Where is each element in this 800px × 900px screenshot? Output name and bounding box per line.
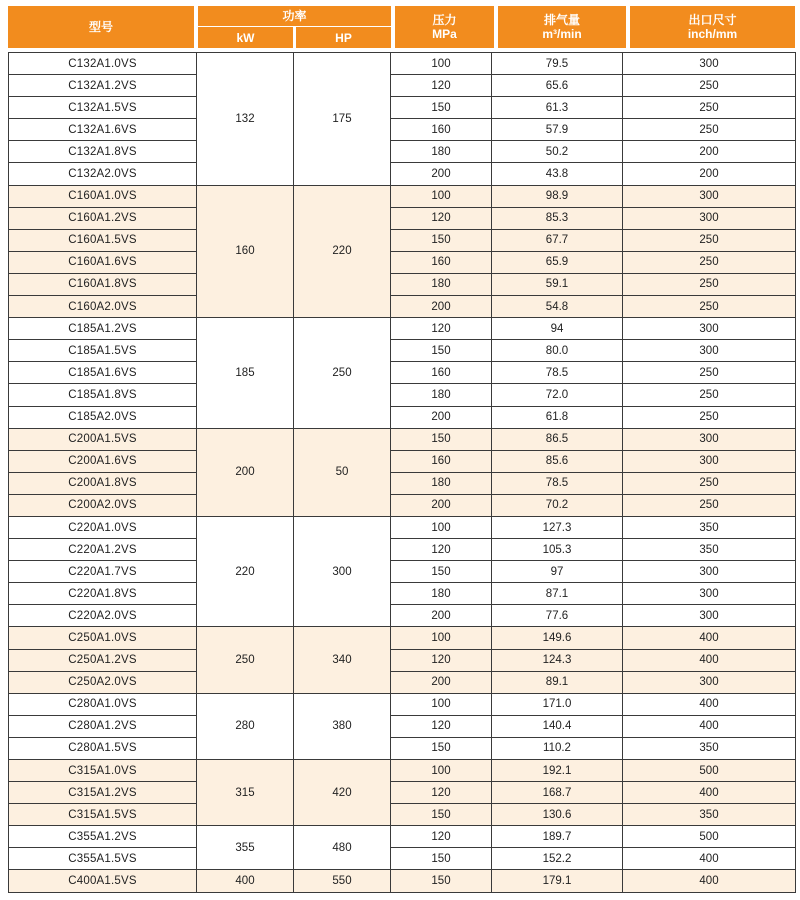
table-row [9, 251, 796, 273]
table-row [9, 737, 796, 759]
table-row [9, 804, 796, 826]
model-cell: C355A1.5VS [9, 848, 197, 870]
outlet-cell: 300 [623, 318, 796, 340]
table-row [9, 75, 796, 97]
model-cell: C200A1.8VS [9, 472, 197, 494]
flow-cell: 110.2 [492, 737, 623, 759]
flow-cell: 87.1 [492, 583, 623, 605]
outlet-cell: 250 [623, 472, 796, 494]
model-cell: C132A1.5VS [9, 97, 197, 119]
pressure-cell: 200 [391, 296, 492, 318]
pressure-cell: 120 [391, 539, 492, 561]
kw-cell: 220 [197, 516, 294, 626]
hp-cell: 220 [294, 185, 391, 318]
outlet-cell: 400 [623, 782, 796, 804]
outlet-cell: 250 [623, 119, 796, 141]
outlet-cell: 250 [623, 229, 796, 251]
outlet-cell: 300 [623, 53, 796, 75]
table-row [9, 605, 796, 627]
model-cell: C280A1.2VS [9, 715, 197, 737]
table-row [9, 273, 796, 295]
kw-cell: 185 [197, 318, 294, 428]
hp-cell: 300 [294, 516, 391, 626]
flow-cell: 124.3 [492, 649, 623, 671]
outlet-cell: 250 [623, 75, 796, 97]
outlet-cell: 200 [623, 163, 796, 185]
flow-cell: 105.3 [492, 539, 623, 561]
model-cell: C185A1.2VS [9, 318, 197, 340]
flow-cell: 86.5 [492, 428, 623, 450]
flow-cell: 192.1 [492, 760, 623, 782]
flow-cell: 79.5 [492, 53, 623, 75]
pressure-cell: 200 [391, 406, 492, 428]
model-cell: C220A1.0VS [9, 516, 197, 538]
table-row [9, 627, 796, 649]
flow-cell: 70.2 [492, 494, 623, 516]
table-row [9, 229, 796, 251]
outlet-cell: 400 [623, 870, 796, 892]
outlet-cell: 300 [623, 340, 796, 362]
table-row [9, 782, 796, 804]
table-body [9, 53, 796, 893]
kw-cell: 200 [197, 428, 294, 516]
pressure-cell: 100 [391, 53, 492, 75]
outlet-cell: 250 [623, 384, 796, 406]
model-cell: C400A1.5VS [9, 870, 197, 892]
data-table [8, 52, 796, 893]
table-row [9, 693, 796, 715]
pressure-cell: 180 [391, 384, 492, 406]
header-hp: HP [296, 27, 391, 48]
table-row [9, 539, 796, 561]
pressure-cell: 150 [391, 848, 492, 870]
flow-cell: 97 [492, 561, 623, 583]
kw-cell: 355 [197, 826, 294, 870]
kw-cell: 315 [197, 760, 294, 826]
pressure-cell: 150 [391, 561, 492, 583]
pressure-cell: 120 [391, 826, 492, 848]
model-cell: C160A1.8VS [9, 273, 197, 295]
model-cell: C185A1.8VS [9, 384, 197, 406]
table-row [9, 760, 796, 782]
table-row [9, 649, 796, 671]
model-cell: C280A1.0VS [9, 693, 197, 715]
outlet-cell: 300 [623, 583, 796, 605]
table-row [9, 207, 796, 229]
table-row [9, 362, 796, 384]
outlet-cell: 250 [623, 406, 796, 428]
pressure-cell: 160 [391, 362, 492, 384]
table-row [9, 671, 796, 693]
pressure-cell: 200 [391, 605, 492, 627]
header-flow: 排气量 m³/min [498, 6, 626, 48]
model-cell: C132A1.6VS [9, 119, 197, 141]
model-cell: C185A1.5VS [9, 340, 197, 362]
pressure-cell: 180 [391, 141, 492, 163]
table-row [9, 185, 796, 207]
table-row [9, 472, 796, 494]
pressure-cell: 150 [391, 97, 492, 119]
model-cell: C185A2.0VS [9, 406, 197, 428]
flow-cell: 98.9 [492, 185, 623, 207]
flow-cell: 130.6 [492, 804, 623, 826]
pressure-cell: 150 [391, 737, 492, 759]
pressure-cell: 200 [391, 671, 492, 693]
hp-cell: 550 [294, 870, 391, 892]
model-cell: C132A2.0VS [9, 163, 197, 185]
model-cell: C220A2.0VS [9, 605, 197, 627]
flow-cell: 171.0 [492, 693, 623, 715]
pressure-cell: 180 [391, 472, 492, 494]
outlet-cell: 350 [623, 804, 796, 826]
table-row [9, 826, 796, 848]
spec-table [8, 6, 795, 888]
model-cell: C250A1.0VS [9, 627, 197, 649]
outlet-cell: 250 [623, 296, 796, 318]
model-cell: C315A1.0VS [9, 760, 197, 782]
flow-cell: 61.8 [492, 406, 623, 428]
flow-cell: 149.6 [492, 627, 623, 649]
hp-cell: 175 [294, 53, 391, 186]
hp-cell: 480 [294, 826, 391, 870]
flow-cell: 54.8 [492, 296, 623, 318]
table-row [9, 318, 796, 340]
model-cell: C132A1.0VS [9, 53, 197, 75]
model-cell: C160A2.0VS [9, 296, 197, 318]
model-cell: C220A1.2VS [9, 539, 197, 561]
pressure-cell: 100 [391, 516, 492, 538]
header-pressure: 压力 MPa [395, 6, 494, 48]
model-cell: C315A1.2VS [9, 782, 197, 804]
model-cell: C220A1.8VS [9, 583, 197, 605]
flow-cell: 43.8 [492, 163, 623, 185]
pressure-cell: 200 [391, 494, 492, 516]
table-row [9, 870, 796, 892]
outlet-cell: 300 [623, 450, 796, 472]
table-row [9, 848, 796, 870]
model-cell: C315A1.5VS [9, 804, 197, 826]
outlet-cell: 300 [623, 185, 796, 207]
model-cell: C280A1.5VS [9, 737, 197, 759]
pressure-cell: 120 [391, 318, 492, 340]
flow-cell: 78.5 [492, 472, 623, 494]
header-model: 型号 [8, 6, 194, 48]
outlet-cell: 250 [623, 251, 796, 273]
flow-cell: 152.2 [492, 848, 623, 870]
table-row [9, 516, 796, 538]
flow-cell: 77.6 [492, 605, 623, 627]
pressure-cell: 200 [391, 163, 492, 185]
outlet-cell: 350 [623, 516, 796, 538]
flow-cell: 59.1 [492, 273, 623, 295]
model-cell: C200A1.6VS [9, 450, 197, 472]
kw-cell: 160 [197, 185, 294, 318]
table-row [9, 450, 796, 472]
pressure-cell: 150 [391, 804, 492, 826]
table-row [9, 583, 796, 605]
outlet-cell: 500 [623, 826, 796, 848]
kw-cell: 250 [197, 627, 294, 693]
table-row [9, 163, 796, 185]
model-cell: C132A1.8VS [9, 141, 197, 163]
kw-cell: 132 [197, 53, 294, 186]
model-cell: C132A1.2VS [9, 75, 197, 97]
pressure-cell: 160 [391, 119, 492, 141]
table-row [9, 406, 796, 428]
pressure-cell: 120 [391, 715, 492, 737]
model-cell: C220A1.7VS [9, 561, 197, 583]
flow-cell: 179.1 [492, 870, 623, 892]
outlet-cell: 400 [623, 848, 796, 870]
model-cell: C160A1.6VS [9, 251, 197, 273]
table-row [9, 494, 796, 516]
flow-cell: 189.7 [492, 826, 623, 848]
pressure-cell: 100 [391, 760, 492, 782]
flow-cell: 72.0 [492, 384, 623, 406]
flow-cell: 78.5 [492, 362, 623, 384]
table-row [9, 384, 796, 406]
model-cell: C355A1.2VS [9, 826, 197, 848]
model-cell: C160A1.0VS [9, 185, 197, 207]
flow-cell: 80.0 [492, 340, 623, 362]
hp-cell: 420 [294, 760, 391, 826]
table-row [9, 141, 796, 163]
outlet-cell: 400 [623, 627, 796, 649]
outlet-cell: 200 [623, 141, 796, 163]
flow-cell: 65.9 [492, 251, 623, 273]
table-row [9, 53, 796, 75]
pressure-cell: 150 [391, 229, 492, 251]
model-cell: C200A1.5VS [9, 428, 197, 450]
flow-cell: 85.3 [492, 207, 623, 229]
pressure-cell: 120 [391, 207, 492, 229]
outlet-cell: 500 [623, 760, 796, 782]
outlet-cell: 400 [623, 649, 796, 671]
outlet-cell: 400 [623, 693, 796, 715]
table-row [9, 561, 796, 583]
hp-cell: 340 [294, 627, 391, 693]
pressure-cell: 150 [391, 340, 492, 362]
flow-cell: 57.9 [492, 119, 623, 141]
model-cell: C250A1.2VS [9, 649, 197, 671]
pressure-cell: 100 [391, 185, 492, 207]
model-cell: C200A2.0VS [9, 494, 197, 516]
flow-cell: 65.6 [492, 75, 623, 97]
outlet-cell: 350 [623, 539, 796, 561]
header-power: 功率 [198, 6, 391, 27]
flow-cell: 50.2 [492, 141, 623, 163]
outlet-cell: 250 [623, 97, 796, 119]
header-outlet: 出口尺寸 inch/mm [630, 6, 795, 48]
outlet-cell: 300 [623, 561, 796, 583]
pressure-cell: 100 [391, 627, 492, 649]
hp-cell: 50 [294, 428, 391, 516]
outlet-cell: 250 [623, 273, 796, 295]
table-row [9, 97, 796, 119]
pressure-cell: 120 [391, 75, 492, 97]
outlet-cell: 350 [623, 737, 796, 759]
outlet-cell: 300 [623, 671, 796, 693]
pressure-cell: 180 [391, 273, 492, 295]
pressure-cell: 180 [391, 583, 492, 605]
pressure-cell: 100 [391, 693, 492, 715]
outlet-cell: 250 [623, 494, 796, 516]
outlet-cell: 300 [623, 428, 796, 450]
kw-cell: 400 [197, 870, 294, 892]
flow-cell: 140.4 [492, 715, 623, 737]
flow-cell: 94 [492, 318, 623, 340]
model-cell: C185A1.6VS [9, 362, 197, 384]
pressure-cell: 150 [391, 870, 492, 892]
hp-cell: 380 [294, 693, 391, 759]
model-cell: C160A1.2VS [9, 207, 197, 229]
table-header [8, 6, 795, 48]
table-row [9, 119, 796, 141]
table-row [9, 340, 796, 362]
flow-cell: 127.3 [492, 516, 623, 538]
outlet-cell: 300 [623, 605, 796, 627]
flow-cell: 89.1 [492, 671, 623, 693]
header-kw: kW [198, 27, 293, 48]
kw-cell: 280 [197, 693, 294, 759]
flow-cell: 85.6 [492, 450, 623, 472]
model-cell: C160A1.5VS [9, 229, 197, 251]
table-row [9, 428, 796, 450]
flow-cell: 168.7 [492, 782, 623, 804]
outlet-cell: 300 [623, 207, 796, 229]
table-row [9, 715, 796, 737]
pressure-cell: 120 [391, 782, 492, 804]
outlet-cell: 250 [623, 362, 796, 384]
pressure-cell: 160 [391, 450, 492, 472]
pressure-cell: 150 [391, 428, 492, 450]
outlet-cell: 400 [623, 715, 796, 737]
table-row [9, 296, 796, 318]
pressure-cell: 160 [391, 251, 492, 273]
model-cell: C250A2.0VS [9, 671, 197, 693]
pressure-cell: 120 [391, 649, 492, 671]
flow-cell: 67.7 [492, 229, 623, 251]
flow-cell: 61.3 [492, 97, 623, 119]
hp-cell: 250 [294, 318, 391, 428]
